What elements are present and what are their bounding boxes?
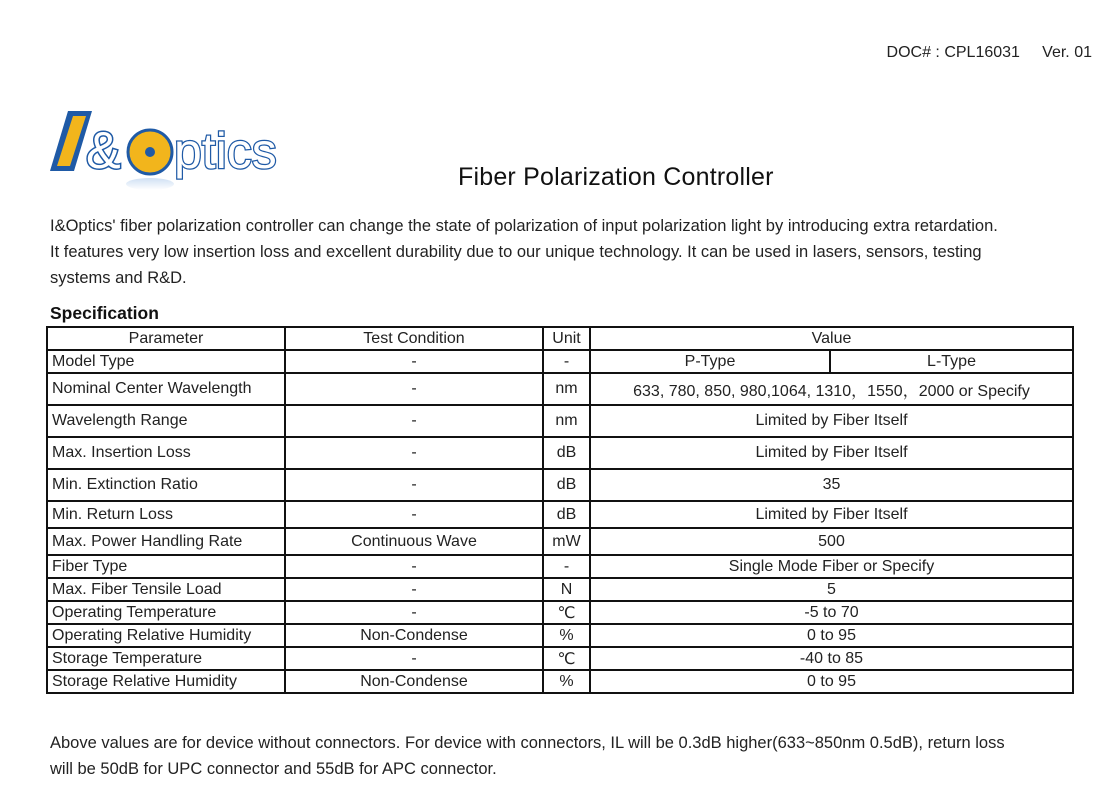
footnote [50,730,1090,782]
cell-value: Limited by Fiber Itself [590,501,1073,528]
cell-parameter: Fiber Type [47,555,285,578]
cell-unit: N [543,578,590,601]
cell-condition: - [285,437,543,469]
svg-text:ptics: ptics [174,123,277,179]
cell-unit: dB [543,469,590,501]
table-row [47,373,1073,405]
cell-parameter: Max. Power Handling Rate [47,528,285,555]
svg-text:&: & [86,122,121,180]
cell-unit: - [543,350,590,373]
table-row [47,647,1073,670]
cell-condition: - [285,469,543,501]
table-row [47,624,1073,647]
table-row [47,578,1073,601]
cell-parameter: Storage Relative Humidity [47,670,285,693]
cell-unit: dB [543,501,590,528]
cell-value: 633, 780, 850, 980,1064, 1310，1550，2000 or Specify [590,373,1073,405]
doc-version: Ver. 01 [1042,44,1092,61]
cell-unit: % [543,624,590,647]
doc-id: DOC# : CPL16031 [886,44,1020,61]
table-row [47,670,1073,693]
column-header: Parameter [47,327,285,350]
intro-line: I&Optics' fiber polarization controller can change the state of polarization of input polarization light by introducing extra retardation. [50,217,998,235]
cell-unit: ℃ [543,647,590,670]
intro-line: systems and R&D. [50,269,187,287]
table-header-row [47,327,1073,350]
cell-l-type: L-Type [830,350,1073,373]
doc-number [887,44,1092,62]
cell-parameter: Nominal Center Wavelength [47,373,285,405]
cell-parameter: Min. Extinction Ratio [47,469,285,501]
intro-line: It features very low insertion loss and excellent durability due to our unique technology. It can be used in lasers, sensors, testing [50,243,982,261]
column-header: Unit [543,327,590,350]
cell-value: 0 to 95 [590,670,1073,693]
cell-parameter: Operating Temperature [47,601,285,624]
cell-value: 500 [590,528,1073,555]
cell-unit: nm [543,405,590,437]
cell-parameter: Max. Insertion Loss [47,437,285,469]
table-row [47,405,1073,437]
table-row [47,350,1073,373]
cell-parameter: Model Type [47,350,285,373]
cell-parameter: Max. Fiber Tensile Load [47,578,285,601]
cell-condition: Non-Condense [285,670,543,693]
column-header: Test Condition [285,327,543,350]
table-row [47,437,1073,469]
cell-value: -40 to 85 [590,647,1073,670]
cell-unit: mW [543,528,590,555]
table-row [47,469,1073,501]
footnote-line: Above values are for device without connectors. For device with connectors, IL will be 0.3dB higher(633~850nm 0.5dB), return loss [50,734,1005,752]
table-row [47,501,1073,528]
cell-value: Limited by Fiber Itself [590,437,1073,469]
cell-unit: % [543,670,590,693]
cell-condition: - [285,373,543,405]
cell-condition: Continuous Wave [285,528,543,555]
cell-unit: - [543,555,590,578]
cell-parameter: Wavelength Range [47,405,285,437]
cell-unit: nm [543,373,590,405]
cell-condition: - [285,578,543,601]
cell-condition: - [285,601,543,624]
table-row [47,601,1073,624]
spec-heading: Specification [50,303,159,323]
table-row [47,555,1073,578]
cell-unit: dB [543,437,590,469]
spec-table [46,326,1074,694]
cell-value: Limited by Fiber Itself [590,405,1073,437]
table-row [47,528,1073,555]
cell-condition: - [285,647,543,670]
cell-value: 35 [590,469,1073,501]
cell-condition: Non-Condense [285,624,543,647]
page-title: Fiber Polarization Controller [458,163,774,191]
cell-value: 5 [590,578,1073,601]
intro-paragraph [50,213,1090,291]
cell-value: Single Mode Fiber or Specify [590,555,1073,578]
cell-parameter: Operating Relative Humidity [47,624,285,647]
cell-condition: - [285,405,543,437]
cell-condition: - [285,350,543,373]
cell-parameter: Min. Return Loss [47,501,285,528]
cell-value: -5 to 70 [590,601,1073,624]
column-header: Value [590,327,1073,350]
footnote-line: will be 50dB for UPC connector and 55dB for APC connector. [50,760,497,778]
cell-parameter: Storage Temperature [47,647,285,670]
cell-unit: ℃ [543,601,590,624]
cell-value: 0 to 95 [590,624,1073,647]
company-logo [48,106,308,196]
cell-condition: - [285,555,543,578]
cell-p-type: P-Type [590,350,830,373]
cell-condition: - [285,501,543,528]
